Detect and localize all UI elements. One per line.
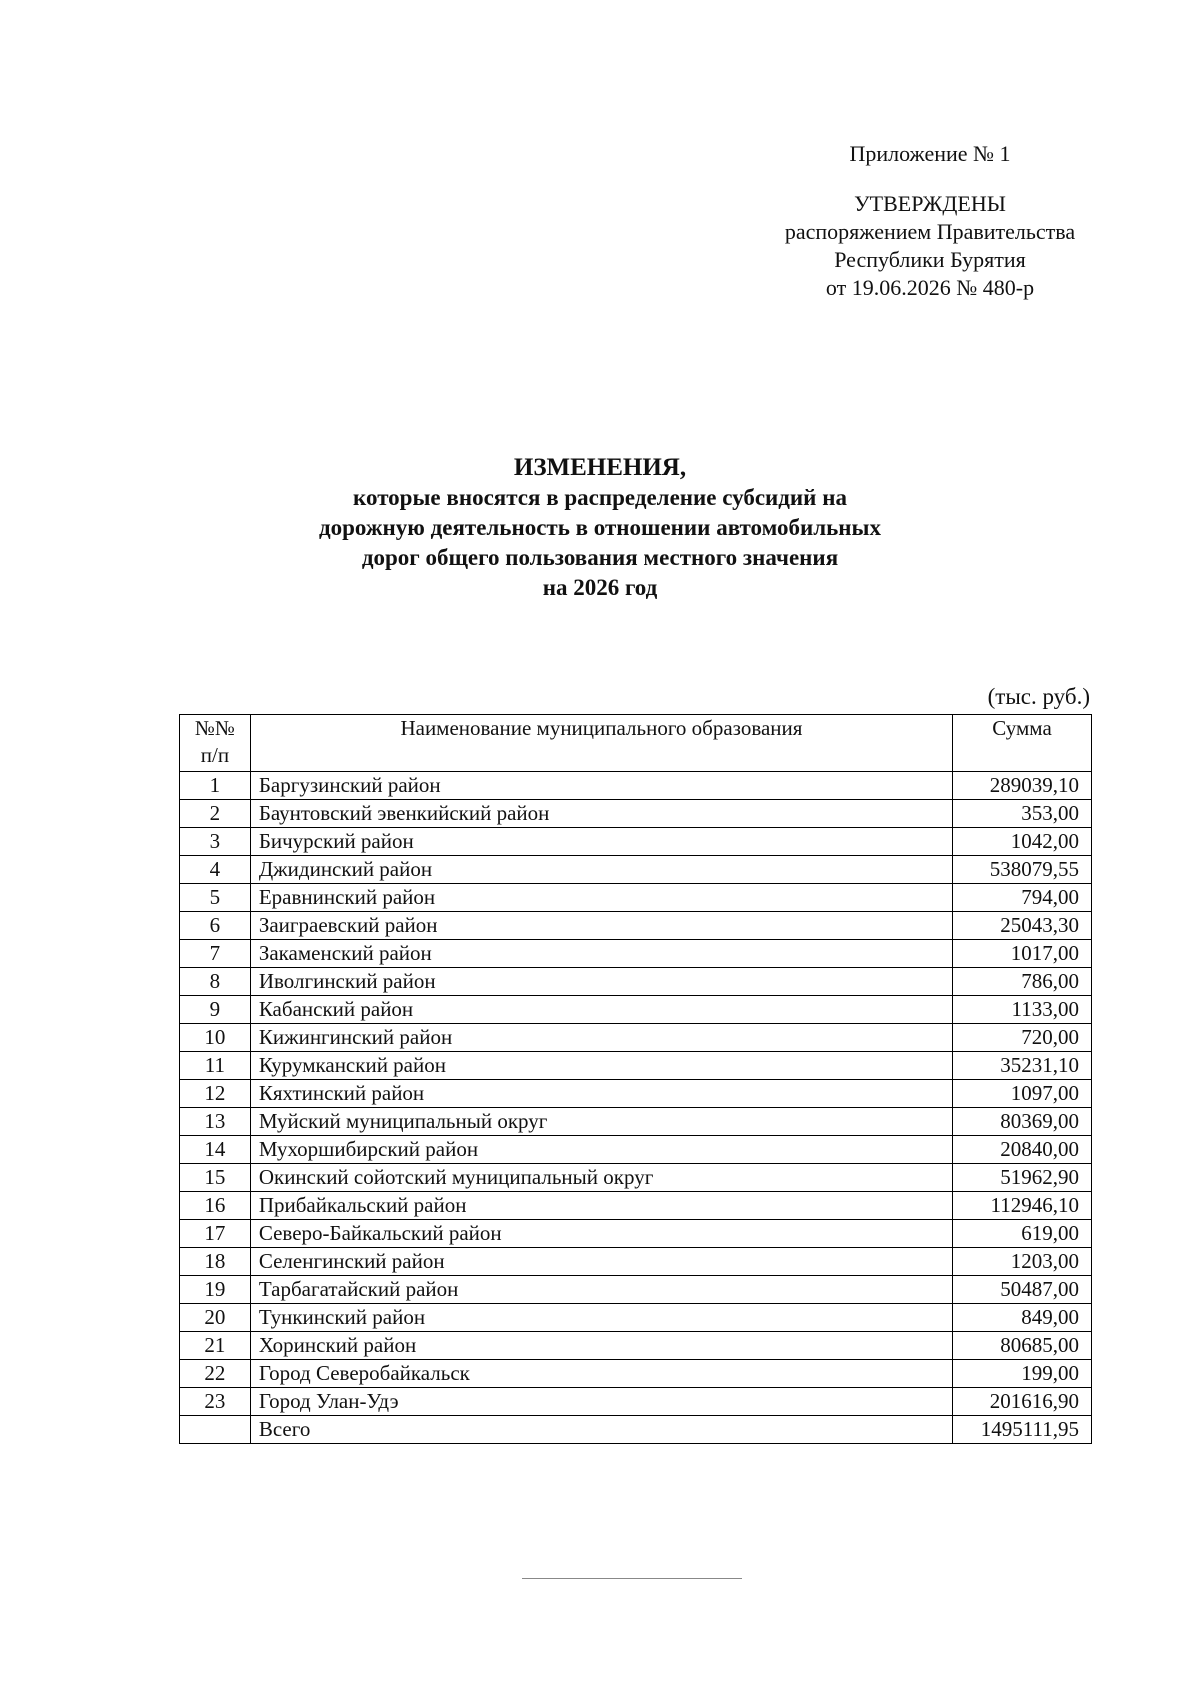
- municipality-name: Северо-Байкальский район: [250, 1220, 952, 1248]
- table-row: [180, 1332, 1092, 1360]
- subsidy-amount: 538079,55: [953, 856, 1092, 884]
- title-line-2: дорожную деятельность в отношении автомобильных: [319, 515, 881, 540]
- title-line-1: которые вносятся в распределение субсидий на: [353, 485, 847, 510]
- row-number: 11: [180, 1052, 251, 1080]
- document-title: [150, 453, 1050, 603]
- table-row: [180, 1276, 1092, 1304]
- table-row: [180, 1108, 1092, 1136]
- municipality-name: Всего: [250, 1416, 952, 1444]
- subsidy-amount: 289039,10: [953, 772, 1092, 800]
- subsidy-amount: 619,00: [953, 1220, 1092, 1248]
- appendix-number: Приложение № 1: [849, 141, 1011, 166]
- subsidy-amount: 720,00: [953, 1024, 1092, 1052]
- row-number: 16: [180, 1192, 251, 1220]
- subsidy-amount: 1042,00: [953, 828, 1092, 856]
- subsidy-amount: 112946,10: [953, 1192, 1092, 1220]
- row-number: 20: [180, 1304, 251, 1332]
- subsidy-amount: 80685,00: [953, 1332, 1092, 1360]
- total-row: [180, 1416, 1092, 1444]
- subsidy-amount: 1097,00: [953, 1080, 1092, 1108]
- municipality-name: Мухоршибирский район: [250, 1136, 952, 1164]
- table-row: [180, 940, 1092, 968]
- subsidy-amount: 50487,00: [953, 1276, 1092, 1304]
- municipality-name: Кяхтинский район: [250, 1080, 952, 1108]
- table-row: [180, 1304, 1092, 1332]
- municipality-name: Заиграевский район: [250, 912, 952, 940]
- row-number: 3: [180, 828, 251, 856]
- header-name: Наименование муниципального образования: [250, 715, 952, 772]
- subsidy-amount: 1017,00: [953, 940, 1092, 968]
- header-sum: Сумма: [953, 715, 1092, 772]
- approval-line-1: распоряжением Правительства: [784, 219, 1076, 244]
- table-row: [180, 1248, 1092, 1276]
- row-number: 10: [180, 1024, 251, 1052]
- row-number: [180, 1416, 251, 1444]
- approved-label: УТВЕРЖДЕНЫ: [854, 191, 1006, 216]
- approval-line-2: Республики Бурятия: [834, 247, 1026, 272]
- table-row: [180, 1052, 1092, 1080]
- units-label: (тыс. руб.): [987, 684, 1090, 709]
- table-row: [180, 1220, 1092, 1248]
- subsidy-amount: 794,00: [953, 884, 1092, 912]
- table-row: [180, 1360, 1092, 1388]
- table-row: [180, 1388, 1092, 1416]
- table-row: [180, 800, 1092, 828]
- subsidy-amount: 201616,90: [953, 1388, 1092, 1416]
- municipality-name: Прибайкальский район: [250, 1192, 952, 1220]
- row-number: 23: [180, 1388, 251, 1416]
- row-number: 14: [180, 1136, 251, 1164]
- municipality-name: Закаменский район: [250, 940, 952, 968]
- title-main: ИЗМЕНЕНИЯ,: [513, 454, 687, 481]
- subsidy-amount: 35231,10: [953, 1052, 1092, 1080]
- municipality-name: Кабанский район: [250, 996, 952, 1024]
- table-row: [180, 1136, 1092, 1164]
- municipality-name: Город Северобайкальск: [250, 1360, 952, 1388]
- municipality-name: Иволгинский район: [250, 968, 952, 996]
- subsidy-amount: 25043,30: [953, 912, 1092, 940]
- row-number: 13: [180, 1108, 251, 1136]
- subsidy-amount: 353,00: [953, 800, 1092, 828]
- header-number-line-2: п/п: [200, 743, 230, 767]
- municipality-name: Муйский муниципальный округ: [250, 1108, 952, 1136]
- row-number: 8: [180, 968, 251, 996]
- subsidy-table: [179, 714, 1092, 1444]
- subsidy-amount: 1203,00: [953, 1248, 1092, 1276]
- municipality-name: Тункинский район: [250, 1304, 952, 1332]
- municipality-name: Баунтовский эвенкийский район: [250, 800, 952, 828]
- row-number: 5: [180, 884, 251, 912]
- table-header-row: [180, 715, 1092, 772]
- header-number-line-1: №№: [194, 716, 235, 740]
- table-row: [180, 912, 1092, 940]
- municipality-name: Хоринский район: [250, 1332, 952, 1360]
- table-row: [180, 968, 1092, 996]
- table-row: [180, 1192, 1092, 1220]
- municipality-name: Окинский сойотский муниципальный округ: [250, 1164, 952, 1192]
- municipality-name: Кижингинский район: [250, 1024, 952, 1052]
- row-number: 19: [180, 1276, 251, 1304]
- table-body: [180, 772, 1092, 1444]
- municipality-name: Бичурский район: [250, 828, 952, 856]
- row-number: 21: [180, 1332, 251, 1360]
- table-row: [180, 856, 1092, 884]
- subsidy-amount: 199,00: [953, 1360, 1092, 1388]
- municipality-name: Тарбагатайский район: [250, 1276, 952, 1304]
- municipality-name: Еравнинский район: [250, 884, 952, 912]
- row-number: 12: [180, 1080, 251, 1108]
- municipality-name: Селенгинский район: [250, 1248, 952, 1276]
- row-number: 1: [180, 772, 251, 800]
- table-row: [180, 828, 1092, 856]
- municipality-name: Курумканский район: [250, 1052, 952, 1080]
- row-number: 4: [180, 856, 251, 884]
- title-line-4: на 2026 год: [542, 575, 658, 600]
- municipality-name: Город Улан-Удэ: [250, 1388, 952, 1416]
- footer-rule: [522, 1578, 742, 1579]
- row-number: 6: [180, 912, 251, 940]
- subsidy-amount: 51962,90: [953, 1164, 1092, 1192]
- table-row: [180, 1024, 1092, 1052]
- approval-stamp: [740, 140, 1120, 302]
- table-row: [180, 884, 1092, 912]
- subsidy-amount: 1133,00: [953, 996, 1092, 1024]
- approval-date-number: от 19.06.2026 № 480-р: [825, 275, 1035, 300]
- subsidy-amount: 786,00: [953, 968, 1092, 996]
- title-line-3: дорог общего пользования местного значения: [361, 545, 839, 570]
- subsidy-amount: 20840,00: [953, 1136, 1092, 1164]
- header-number: [180, 715, 251, 772]
- row-number: 15: [180, 1164, 251, 1192]
- table-row: [180, 1164, 1092, 1192]
- row-number: 17: [180, 1220, 251, 1248]
- table-row: [180, 996, 1092, 1024]
- row-number: 9: [180, 996, 251, 1024]
- subsidy-amount: 80369,00: [953, 1108, 1092, 1136]
- municipality-name: Баргузинский район: [250, 772, 952, 800]
- subsidy-amount: 849,00: [953, 1304, 1092, 1332]
- table-row: [180, 772, 1092, 800]
- row-number: 2: [180, 800, 251, 828]
- subsidy-amount: 1495111,95: [953, 1416, 1092, 1444]
- row-number: 7: [180, 940, 251, 968]
- row-number: 22: [180, 1360, 251, 1388]
- table-row: [180, 1080, 1092, 1108]
- municipality-name: Джидинский район: [250, 856, 952, 884]
- row-number: 18: [180, 1248, 251, 1276]
